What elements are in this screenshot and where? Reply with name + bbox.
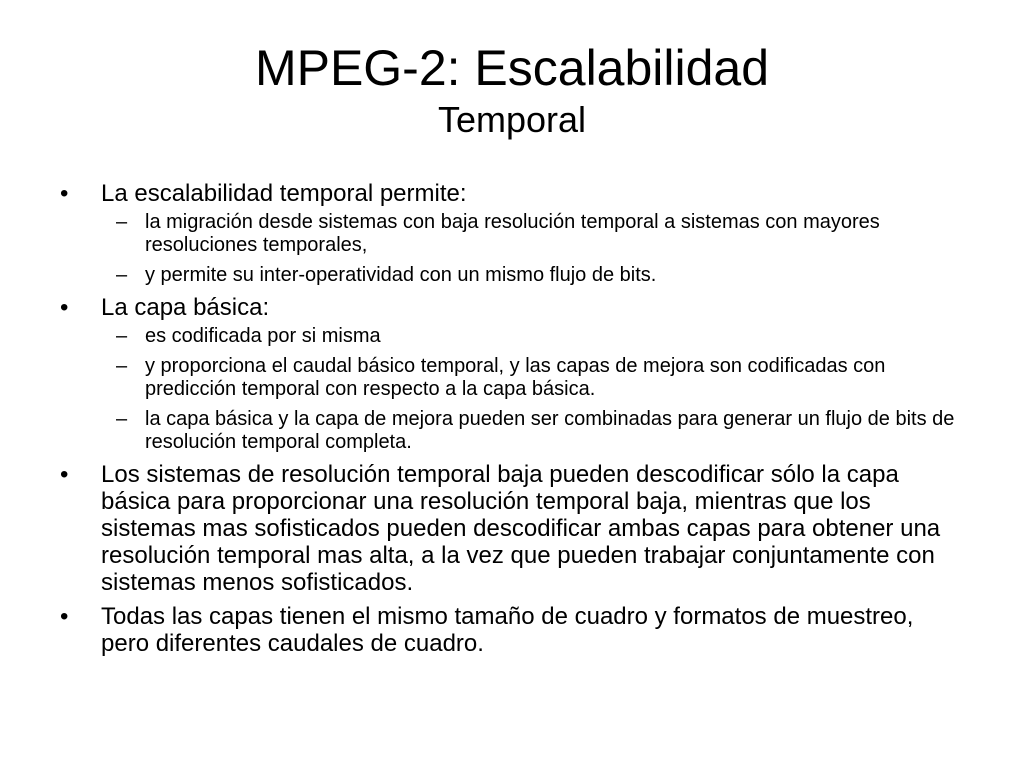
sub-bullet-item <box>101 264 960 287</box>
bullet-item <box>60 603 960 657</box>
bullet-item <box>60 180 960 287</box>
bullet-marker: • <box>60 461 69 488</box>
bullet-list <box>60 180 960 657</box>
sub-bullet-item <box>101 211 960 257</box>
sub-bullet-marker: – <box>116 408 128 430</box>
slide-subtitle: Temporal <box>437 99 587 140</box>
sub-bullet-marker: – <box>116 355 128 377</box>
slide-title: MPEG-2: Escalabilidad <box>254 40 770 96</box>
bullet-marker: • <box>60 180 69 207</box>
sub-bullet-marker: – <box>116 325 128 347</box>
sub-bullet-text: la capa básica y la capa de mejora pueden ser combinadas para generar un flujo de bits de resolución temporal completa. <box>145 408 955 453</box>
sub-bullet-text: es codificada por si misma <box>145 325 381 347</box>
bullet-text: La escalabilidad temporal permite: <box>101 180 467 207</box>
sub-bullet-item <box>101 325 960 348</box>
bullet-text: La capa básica: <box>101 294 270 321</box>
sub-bullet-item <box>101 408 960 454</box>
bullet-text: Todas las capas tienen el mismo tamaño de cuadro y formatos de muestreo, pero diferentes caudales de cuadro. <box>101 603 914 657</box>
sub-bullet-list <box>101 325 960 454</box>
bullet-marker: • <box>60 603 69 630</box>
bullet-item <box>60 294 960 454</box>
sub-bullet-marker: – <box>116 264 128 286</box>
bullet-text: Los sistemas de resolución temporal baja pueden descodificar sólo la capa básica para proporcionar una resolución temporal baja, mientras que los sistemas mas sofisticados pueden descodificar ambas capas para obtener una resolución temporal mas alta, a la vez que pueden trabajar conjuntamente con sistemas menos sofisticados. <box>101 461 941 596</box>
title-block <box>0 38 1024 140</box>
sub-bullet-list <box>101 211 960 287</box>
bullet-marker: • <box>60 294 69 321</box>
sub-bullet-text: y permite su inter-operatividad con un mismo flujo de bits. <box>145 264 657 286</box>
slide-content <box>60 180 960 664</box>
sub-bullet-marker: – <box>116 211 128 233</box>
sub-bullet-text: la migración desde sistemas con baja resolución temporal a sistemas con mayores resoluciones temporales, <box>145 211 880 256</box>
sub-bullet-item <box>101 355 960 401</box>
bullet-item <box>60 461 960 596</box>
sub-bullet-text: y proporciona el caudal básico temporal, y las capas de mejora son codificadas con predicción temporal con respecto a la capa básica. <box>145 355 886 400</box>
